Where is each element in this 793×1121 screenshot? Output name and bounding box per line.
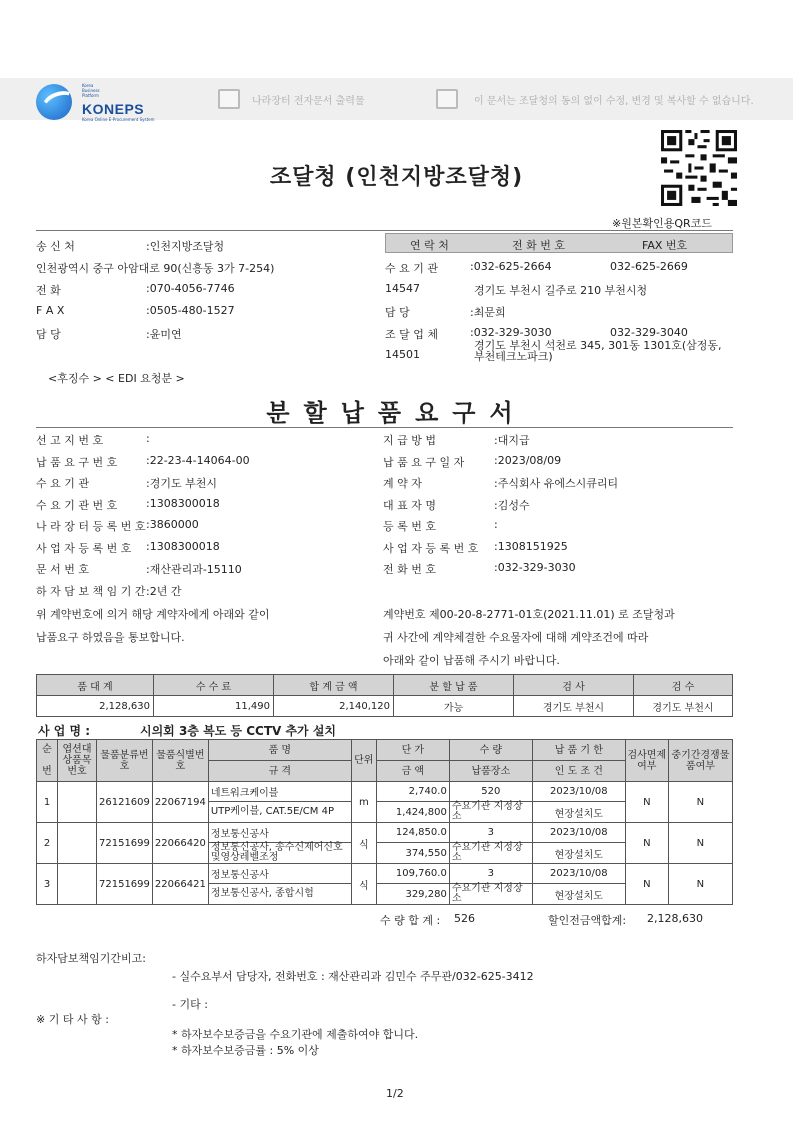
col-inspect: 검사면제여부 (625, 740, 668, 782)
item-unit: m (351, 782, 376, 823)
fax-value: :0505-480-1527 (146, 304, 235, 317)
demand-fax: 032-625-2669 (610, 260, 688, 273)
supplier-address: 경기도 부천시 석천로 345, 301동 1301호(삼정동, 부천테크노파크) (474, 339, 722, 363)
items-table (36, 739, 733, 905)
item-prelim (58, 823, 97, 864)
notice-left-2: 납품요구 하였음을 통보합니다. (36, 631, 185, 644)
manager-value: :윤미연 (146, 328, 182, 341)
field-label: 사 업 자 등 록 번 호 (36, 541, 132, 555)
item-amount: 329,280 (376, 884, 449, 905)
col-deadline: 납 품 기 한 (532, 740, 625, 761)
contact-header (385, 233, 733, 253)
item-spec: 정보통신공사, 송수신제어신호및영상레벨조정 (208, 843, 351, 864)
field-value: : (146, 432, 150, 445)
item-terms: 현장설치도 (532, 884, 625, 905)
summary-table (36, 674, 733, 717)
col-qty: 수 량 (449, 740, 532, 761)
item-inspect: N (625, 823, 668, 864)
notice-right-2: 귀 사간에 계약체결한 수요물자에 대해 계약조건에 따라 (383, 631, 649, 644)
item-deadline: 2023/10/08 (532, 823, 625, 843)
supplier-label: 조 달 업 체 (385, 328, 438, 341)
note-2: * 하자보수보증금률 : 5% 이상 (172, 1044, 319, 1057)
contact-manager-label: 담 당 (385, 306, 410, 319)
divider (36, 427, 733, 428)
item-id-no: 22067194 (152, 782, 208, 823)
field-value: :2023/08/09 (494, 453, 562, 467)
item-mid: N (668, 864, 732, 905)
item-spec: UTP케이블, CAT.5E/CM 4P (208, 802, 351, 823)
note-1: * 하자보수보증금을 수요기관에 제출하여야 합니다. (172, 1028, 419, 1041)
item-deadline: 2023/10/08 (532, 864, 625, 884)
contact-col1: 연 락 처 (410, 239, 449, 252)
field-label: 사 업 자 등 록 번 호 (383, 541, 479, 555)
summary-header: 품 대 계 (37, 675, 154, 696)
col-id-no: 물품식별번호 (152, 740, 208, 782)
logo-small-text: Korea Business Platform (82, 83, 100, 98)
item-amount: 1,424,800 (376, 802, 449, 823)
project-name: 시의회 3층 복도 등 CCTV 추가 설치 (140, 724, 337, 738)
field-value: :재산관리과-15110 (146, 563, 242, 576)
table-row (37, 823, 733, 843)
contact-manager-value: :최문희 (470, 306, 506, 319)
item-mid: N (668, 782, 732, 823)
item-price: 124,850.0 (376, 823, 449, 843)
notice-left-1: 위 계약번호에 의거 해당 계약자에게 아래와 같이 (36, 608, 270, 621)
page-number: 1/2 (386, 1087, 404, 1100)
logo-text: KONEPS (82, 101, 145, 117)
field-label: 수 요 기 관 번 호 (36, 498, 118, 512)
sender-label: 송 신 처 (36, 240, 75, 253)
field-value: : (494, 518, 498, 531)
summary-value: 2,140,120 (274, 696, 394, 717)
col-spec: 규 격 (208, 761, 351, 782)
item-inspect: N (625, 864, 668, 905)
col-unit: 단위 (351, 740, 376, 782)
item-no: 2 (37, 823, 58, 864)
demand-tel: :032-625-2664 (470, 260, 552, 273)
sum-total-label: 할인전금액합계: (548, 914, 627, 927)
receiver-line: <후징수 > < EDI 요청분 > (48, 372, 185, 385)
col-price: 단 가 (376, 740, 449, 761)
qty-total-label: 수 량 합 계 : (380, 914, 441, 927)
sum-total-value: 2,128,630 (647, 912, 703, 925)
notes-label: ※ 기 타 사 항 : (36, 1013, 109, 1026)
item-name: 네트워크케이블 (208, 782, 351, 802)
col-place: 납품장소 (449, 761, 532, 782)
field-label: 등 록 번 호 (383, 520, 436, 533)
summary-value: 가능 (394, 696, 514, 717)
field-value: :1308300018 (146, 496, 220, 510)
field-label: 지 급 방 법 (383, 434, 436, 447)
document-icon (218, 89, 240, 109)
summary-value: 11,490 (154, 696, 274, 717)
contact-col3: FAX 번호 (642, 239, 688, 252)
field-label: 납 품 요 구 번 호 (36, 455, 118, 469)
field-label: 수 요 기 관 (36, 477, 89, 490)
item-spec: 정보통신공사, 종합시험 (208, 884, 351, 905)
field-label: 전 화 번 호 (383, 563, 436, 576)
item-qty: 520 (449, 782, 532, 802)
contact-col2: 전 화 번 호 (512, 239, 565, 252)
supplier-fax: 032-329-3040 (610, 326, 688, 339)
col-name: 품 명 (208, 740, 351, 761)
field-label: 문 서 번 호 (36, 563, 89, 576)
field-value: :22-23-4-14064-00 (146, 453, 250, 467)
field-value: :2년 간 (146, 584, 182, 598)
demand-zip: 14547 (385, 282, 420, 295)
item-place: 수요기관 지정장소 (449, 843, 532, 864)
item-place: 수요기관 지정장소 (449, 884, 532, 905)
item-price: 109,760.0 (376, 864, 449, 884)
summary-header: 수 수 료 (154, 675, 274, 696)
phone-label: 전 화 (36, 284, 61, 297)
item-price: 2,740.0 (376, 782, 449, 802)
summary-value: 경기도 부천시 (514, 696, 634, 717)
item-no: 3 (37, 864, 58, 905)
notice-right-3: 아래와 같이 납품해 주시기 바랍니다. (383, 654, 560, 667)
item-inspect: N (625, 782, 668, 823)
table-row (37, 864, 733, 884)
item-unit: 식 (351, 823, 376, 864)
item-terms: 현장설치도 (532, 802, 625, 823)
item-terms: 현장설치도 (532, 843, 625, 864)
field-value: :1308300018 (146, 539, 220, 553)
project-label: 사 업 명 : (38, 724, 91, 738)
sender-address: 인천광역시 중구 아암대로 90(신흥동 3가 7-254) (36, 262, 275, 275)
document-title: 분할납품요구서 (266, 399, 527, 427)
item-prelim (58, 864, 97, 905)
col-amount: 금 액 (376, 761, 449, 782)
manager-label: 담 당 (36, 328, 61, 341)
summary-header: 합 계 금 액 (274, 675, 394, 696)
supplier-zip: 14501 (385, 348, 420, 361)
fax-label: F A X (36, 304, 65, 317)
summary-header: 검 사 (514, 675, 634, 696)
field-label: 대 표 자 명 (383, 498, 436, 512)
issuer-title: 조달청 (인천지방조달청) (269, 165, 524, 190)
col-seq: 순 번 (37, 740, 58, 782)
item-no: 1 (37, 782, 58, 823)
field-label: 하 자 담 보 책 임 기 간 (36, 584, 146, 598)
field-label: 나 라 장 터 등 록 번 호 (36, 520, 146, 533)
item-name: 정보통신공사 (208, 823, 351, 843)
qty-total-value: 526 (454, 912, 475, 925)
item-place: 수요기관 지정장소 (449, 802, 532, 823)
table-row (37, 782, 733, 802)
item-id-no: 22066421 (152, 864, 208, 905)
field-label: 계 약 자 (383, 477, 422, 490)
col-terms: 인 도 조 건 (532, 761, 625, 782)
qr-caption: ※원본확인용QR코드 (612, 217, 712, 230)
banner-text-1: 나라장터 전자문서 출력물 (252, 96, 365, 107)
other-line: - 기타 : (172, 998, 208, 1011)
sender-value: :인천지방조달청 (146, 240, 225, 253)
item-deadline: 2023/10/08 (532, 782, 625, 802)
contact-line: - 실수요부서 담당자, 전화번호 : 재산관리과 김민수 주무관/032-625-3412 (172, 970, 534, 983)
item-amount: 374,550 (376, 843, 449, 864)
item-mid: N (668, 823, 732, 864)
summary-header: 검 수 (634, 675, 733, 696)
supplier-tel: :032-329-3030 (470, 326, 552, 339)
item-class-no: 26121609 (97, 782, 153, 823)
demand-label: 수 요 기 관 (385, 262, 438, 275)
field-label: 납 품 요 구 일 자 (383, 455, 465, 469)
summary-header: 분 할 납 품 (394, 675, 514, 696)
item-qty: 3 (449, 823, 532, 843)
summary-value: 2,128,630 (37, 696, 154, 717)
demand-address: 경기도 부천시 길주로 210 부천시청 (474, 284, 648, 297)
item-class-no: 72151699 (97, 864, 153, 905)
item-qty: 3 (449, 864, 532, 884)
summary-value: 경기도 부천시 (634, 696, 733, 717)
field-value: :주식회사 유에스시큐리티 (494, 477, 619, 490)
banner-text-2: 이 문서는 조달청의 동의 없이 수정, 변경 및 복사할 수 없습니다. (474, 96, 754, 107)
phone-value: :070-4056-7746 (146, 282, 235, 295)
col-mid: 중기간경쟁물품여부 (668, 740, 732, 782)
field-value: :대지급 (494, 434, 530, 447)
notice-right-1: 계약번호 제00-20-8-2771-01호(2021.11.01) 로 조달청과 (383, 608, 675, 621)
divider (36, 230, 733, 231)
item-class-no: 72151699 (97, 823, 153, 864)
col-prelim: 엽션대상품목번호 (58, 740, 97, 782)
field-value: :1308151925 (494, 539, 568, 553)
col-class-no: 물품분류번호 (97, 740, 153, 782)
item-id-no: 22066420 (152, 823, 208, 864)
field-value: :032-329-3030 (494, 561, 576, 574)
item-unit: 식 (351, 864, 376, 905)
item-prelim (58, 782, 97, 823)
warranty-remarks-label: 하자담보책임기간비고: (36, 952, 146, 965)
field-value: :김성수 (494, 498, 530, 512)
field-value: :3860000 (146, 518, 199, 531)
field-label: 선 고 지 번 호 (36, 434, 104, 447)
printer-icon (436, 89, 458, 109)
item-name: 정보통신공사 (208, 864, 351, 884)
logo-subtitle: Korea Online E-Procurement System (82, 117, 155, 122)
field-value: :경기도 부천시 (146, 477, 217, 490)
